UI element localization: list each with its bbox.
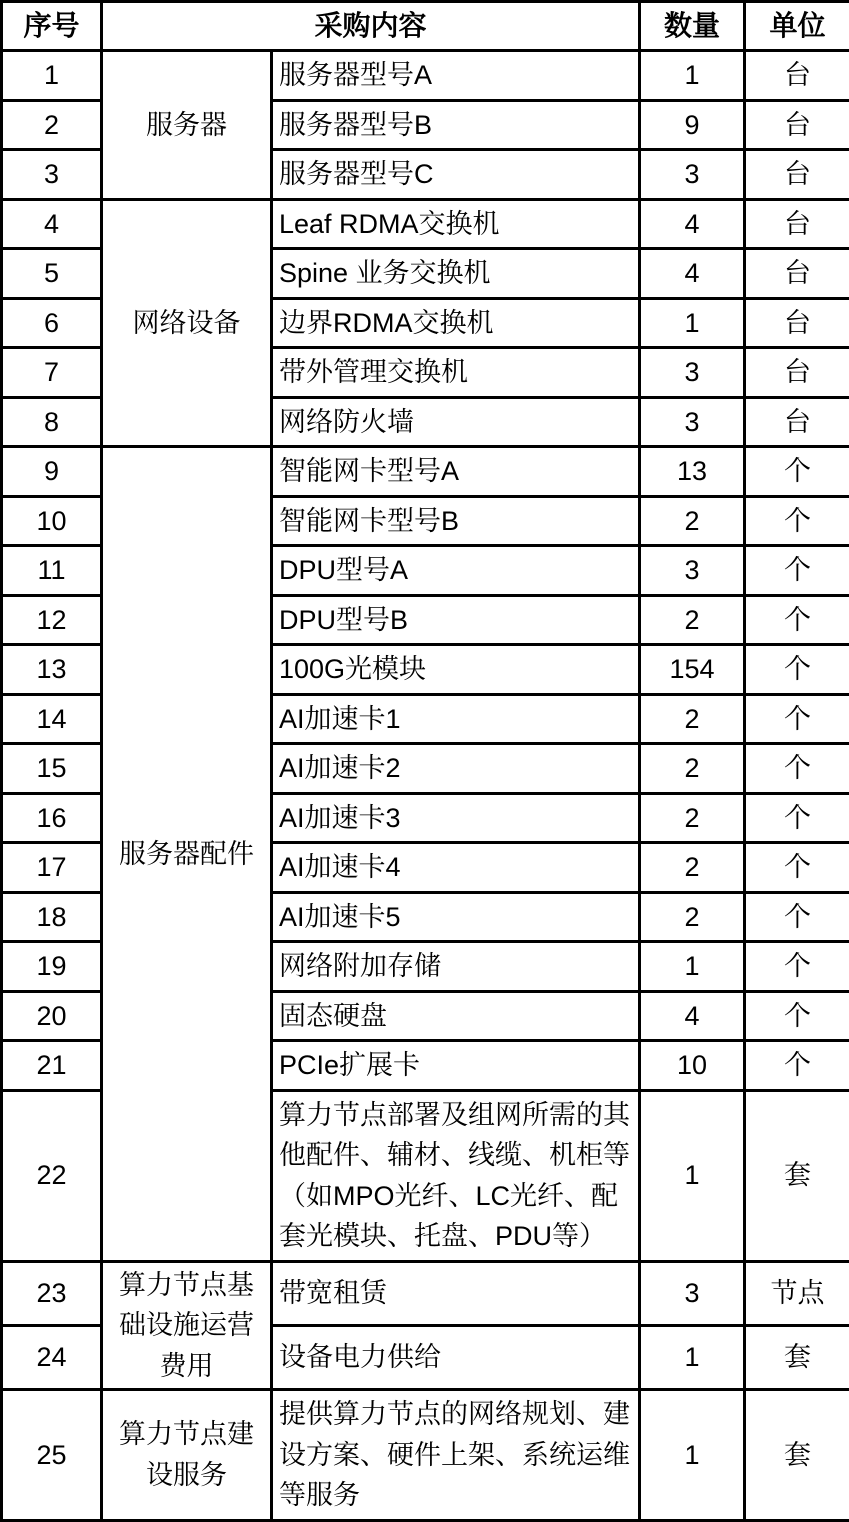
unit-cell: 个 xyxy=(745,546,849,596)
item-cell: AI加速卡5 xyxy=(272,892,640,942)
unit-cell: 个 xyxy=(745,694,849,744)
unit-cell: 台 xyxy=(745,397,849,447)
quantity-cell: 3 xyxy=(640,1261,745,1325)
category-cell: 服务器配件 xyxy=(102,447,272,1262)
row-number-cell: 1 xyxy=(2,51,102,101)
unit-cell: 台 xyxy=(745,249,849,299)
category-cell: 算力节点基础设施运营费用 xyxy=(102,1261,272,1390)
quantity-cell: 1 xyxy=(640,1325,745,1389)
row-number-cell: 22 xyxy=(2,1090,102,1261)
item-cell: 智能网卡型号A xyxy=(272,447,640,497)
unit-cell: 套 xyxy=(745,1390,849,1521)
quantity-cell: 2 xyxy=(640,793,745,843)
item-cell: AI加速卡2 xyxy=(272,744,640,794)
unit-cell: 个 xyxy=(745,595,849,645)
quantity-cell: 1 xyxy=(640,51,745,101)
row-number-cell: 13 xyxy=(2,645,102,695)
quantity-cell: 13 xyxy=(640,447,745,497)
row-number-cell: 5 xyxy=(2,249,102,299)
table-body xyxy=(2,51,849,1521)
item-cell: 服务器型号C xyxy=(272,150,640,200)
quantity-cell: 9 xyxy=(640,100,745,150)
row-number-cell: 9 xyxy=(2,447,102,497)
quantity-cell: 2 xyxy=(640,595,745,645)
row-number-cell: 15 xyxy=(2,744,102,794)
category-cell: 服务器 xyxy=(102,51,272,200)
row-number-cell: 8 xyxy=(2,397,102,447)
unit-cell: 台 xyxy=(745,348,849,398)
item-cell: 网络防火墙 xyxy=(272,397,640,447)
table-row xyxy=(2,51,849,101)
unit-cell: 个 xyxy=(745,942,849,992)
col-header-qty: 数量 xyxy=(640,2,745,51)
unit-cell: 套 xyxy=(745,1090,849,1261)
table-row xyxy=(2,1261,849,1325)
item-cell: 带外管理交换机 xyxy=(272,348,640,398)
unit-cell: 个 xyxy=(745,843,849,893)
row-number-cell: 25 xyxy=(2,1390,102,1521)
unit-cell: 个 xyxy=(745,496,849,546)
row-number-cell: 12 xyxy=(2,595,102,645)
unit-cell: 台 xyxy=(745,150,849,200)
quantity-cell: 2 xyxy=(640,843,745,893)
quantity-cell: 1 xyxy=(640,298,745,348)
quantity-cell: 4 xyxy=(640,991,745,1041)
row-number-cell: 18 xyxy=(2,892,102,942)
unit-cell: 个 xyxy=(745,793,849,843)
item-cell: 服务器型号B xyxy=(272,100,640,150)
row-number-cell: 10 xyxy=(2,496,102,546)
item-cell: 提供算力节点的网络规划、建设方案、硬件上架、系统运维等服务 xyxy=(272,1390,640,1521)
quantity-cell: 3 xyxy=(640,546,745,596)
header-row xyxy=(2,2,849,51)
unit-cell: 台 xyxy=(745,199,849,249)
unit-cell: 台 xyxy=(745,51,849,101)
item-cell: 算力节点部署及组网所需的其他配件、辅材、线缆、机柜等（如MPO光纤、LC光纤、配套光模块、托盘、PDU等） xyxy=(272,1090,640,1261)
quantity-cell: 4 xyxy=(640,249,745,299)
category-cell: 网络设备 xyxy=(102,199,272,447)
item-cell: 智能网卡型号B xyxy=(272,496,640,546)
unit-cell: 个 xyxy=(745,744,849,794)
item-cell: 设备电力供给 xyxy=(272,1325,640,1389)
quantity-cell: 2 xyxy=(640,496,745,546)
unit-cell: 个 xyxy=(745,892,849,942)
item-cell: 网络附加存储 xyxy=(272,942,640,992)
quantity-cell: 4 xyxy=(640,199,745,249)
item-cell: DPU型号B xyxy=(272,595,640,645)
row-number-cell: 17 xyxy=(2,843,102,893)
col-header-content: 采购内容 xyxy=(102,2,640,51)
quantity-cell: 2 xyxy=(640,694,745,744)
row-number-cell: 16 xyxy=(2,793,102,843)
quantity-cell: 10 xyxy=(640,1041,745,1091)
row-number-cell: 20 xyxy=(2,991,102,1041)
col-header-no: 序号 xyxy=(2,2,102,51)
row-number-cell: 11 xyxy=(2,546,102,596)
unit-cell: 个 xyxy=(745,1041,849,1091)
row-number-cell: 21 xyxy=(2,1041,102,1091)
quantity-cell: 1 xyxy=(640,942,745,992)
item-cell: AI加速卡1 xyxy=(272,694,640,744)
quantity-cell: 154 xyxy=(640,645,745,695)
unit-cell: 个 xyxy=(745,991,849,1041)
quantity-cell: 2 xyxy=(640,892,745,942)
row-number-cell: 23 xyxy=(2,1261,102,1325)
item-cell: AI加速卡3 xyxy=(272,793,640,843)
unit-cell: 节点 xyxy=(745,1261,849,1325)
item-cell: AI加速卡4 xyxy=(272,843,640,893)
quantity-cell: 2 xyxy=(640,744,745,794)
item-cell: 边界RDMA交换机 xyxy=(272,298,640,348)
row-number-cell: 3 xyxy=(2,150,102,200)
quantity-cell: 1 xyxy=(640,1090,745,1261)
unit-cell: 套 xyxy=(745,1325,849,1389)
item-cell: 100G光模块 xyxy=(272,645,640,695)
row-number-cell: 4 xyxy=(2,199,102,249)
table-row xyxy=(2,447,849,497)
row-number-cell: 19 xyxy=(2,942,102,992)
item-cell: PCIe扩展卡 xyxy=(272,1041,640,1091)
item-cell: 固态硬盘 xyxy=(272,991,640,1041)
table-row xyxy=(2,1390,849,1521)
item-cell: DPU型号A xyxy=(272,546,640,596)
item-cell: 服务器型号A xyxy=(272,51,640,101)
quantity-cell: 3 xyxy=(640,397,745,447)
quantity-cell: 3 xyxy=(640,150,745,200)
unit-cell: 台 xyxy=(745,298,849,348)
item-cell: 带宽租赁 xyxy=(272,1261,640,1325)
row-number-cell: 6 xyxy=(2,298,102,348)
item-cell: Spine 业务交换机 xyxy=(272,249,640,299)
category-cell: 算力节点建设服务 xyxy=(102,1390,272,1521)
unit-cell: 个 xyxy=(745,645,849,695)
row-number-cell: 14 xyxy=(2,694,102,744)
quantity-cell: 1 xyxy=(640,1390,745,1521)
table-row xyxy=(2,199,849,249)
row-number-cell: 2 xyxy=(2,100,102,150)
unit-cell: 台 xyxy=(745,100,849,150)
item-cell: Leaf RDMA交换机 xyxy=(272,199,640,249)
row-number-cell: 24 xyxy=(2,1325,102,1389)
quantity-cell: 3 xyxy=(640,348,745,398)
col-header-unit: 单位 xyxy=(745,2,849,51)
unit-cell: 个 xyxy=(745,447,849,497)
row-number-cell: 7 xyxy=(2,348,102,398)
table-header xyxy=(2,2,849,51)
